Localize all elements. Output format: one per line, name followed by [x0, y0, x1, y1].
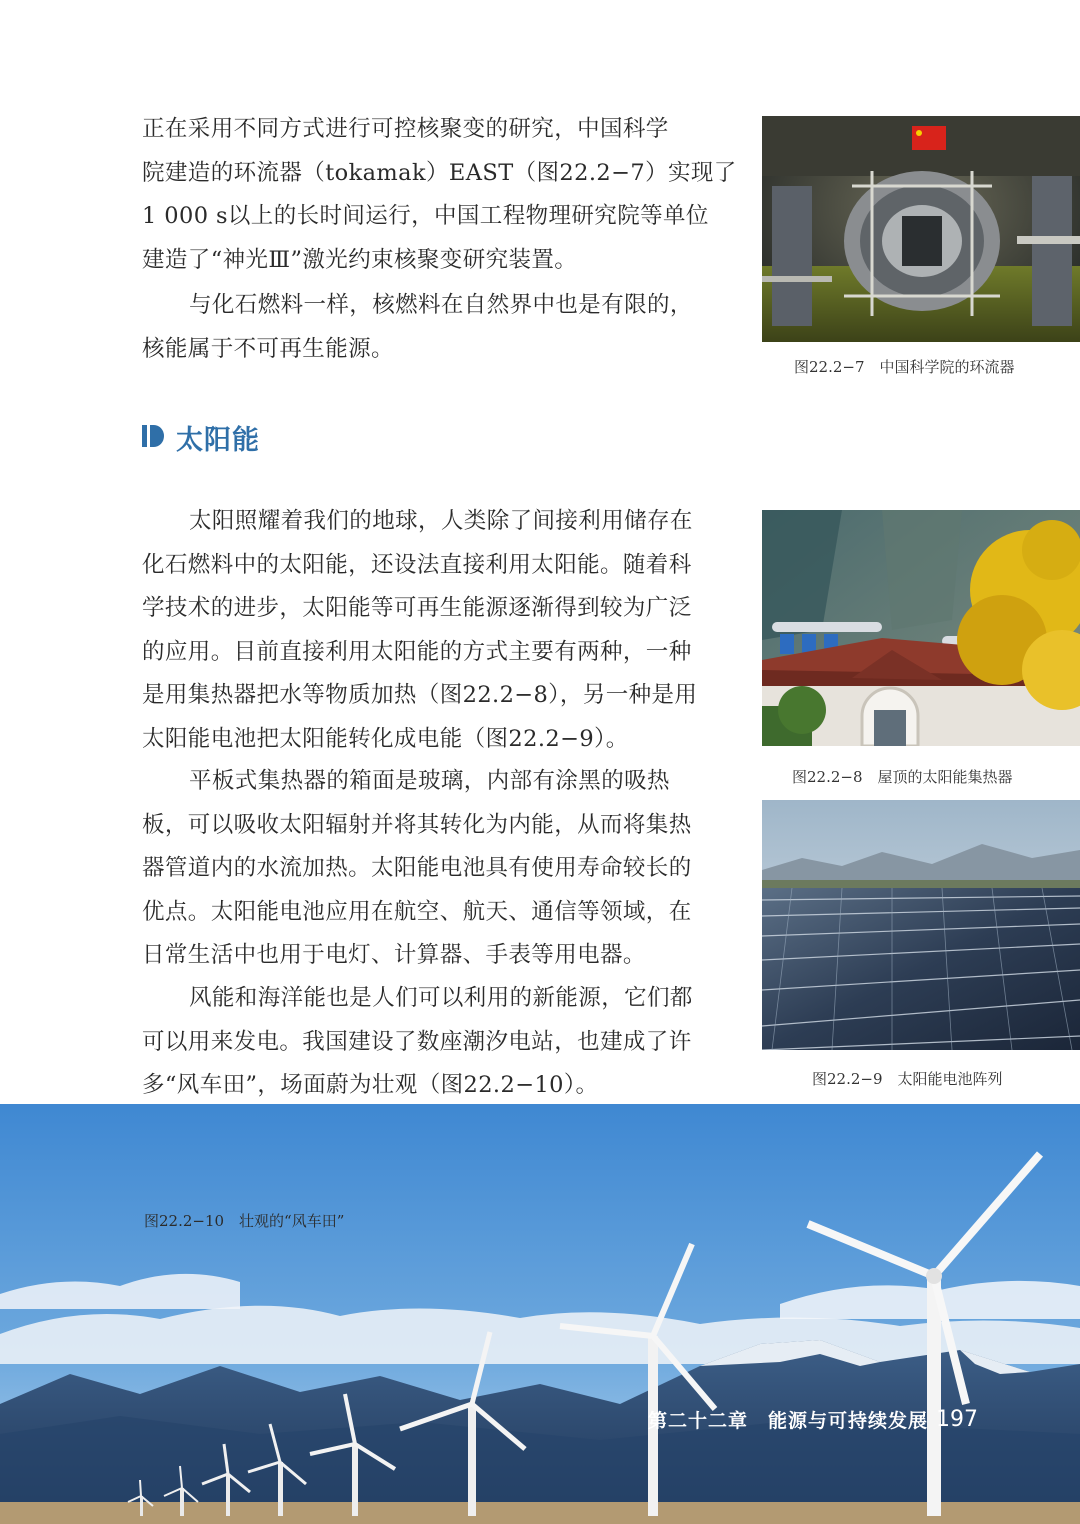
text-line: 太阳照耀着我们的地球，人类除了间接利用储存在	[189, 508, 693, 534]
text-line: 优点。太阳能电池应用在航空、航天、通信等领域，在	[142, 898, 692, 925]
text-line: 建造了“神光Ⅲ”激光约束核聚变研究装置。	[142, 246, 578, 273]
text-line: 多“风车田”，场面蔚为壮观（图22.2−10）。	[142, 1072, 599, 1098]
text-line: 化石燃料中的太阳能，还设法直接利用太阳能。随着科	[142, 551, 692, 578]
paragraph-nuclear-limited	[142, 284, 742, 371]
text-line: 板，可以吸收太阳辐射并将其转化为内能，从而将集热	[142, 811, 692, 838]
text-line: 风能和海洋能也是人们可以利用的新能源，它们都	[189, 985, 693, 1011]
rooftop-solar-collector-photo	[762, 510, 1080, 746]
solar-panel-array-photo	[762, 800, 1080, 1050]
page-footer	[648, 1406, 978, 1433]
text-line: 核能属于不可再生能源。	[142, 335, 394, 362]
tokamak-photo	[762, 116, 1080, 342]
text-line: 器管道内的水流加热。太阳能电池具有使用寿命较长的	[142, 855, 692, 881]
section-marker-icon	[142, 424, 164, 452]
paragraph-fusion-research	[142, 108, 742, 282]
text-line: 正在采用不同方式进行可控核聚变的研究，中国科学	[142, 116, 669, 142]
text-line: 学技术的进步，太阳能等可再生能源逐渐得到较为广泛	[142, 595, 692, 621]
page-number: 197	[936, 1407, 979, 1432]
chapter-title: 第二十二章 能源与可持续发展	[648, 1410, 929, 1432]
text-line: 是用集热器把水等物质加热（图22.2−8），另一种是用	[142, 682, 698, 708]
text-line: 太阳能电池把太阳能转化成电能（图22.2−9）。	[142, 725, 629, 752]
text-line: 院建造的环流器（tokamak）EAST（图22.2−7）实现了	[142, 159, 737, 186]
wind-farm-photo	[0, 1104, 1080, 1524]
text-line: 日常生活中也用于电灯、计算器、手表等用电器。	[142, 942, 646, 968]
paragraph-solar-use	[142, 500, 742, 761]
section-heading-solar	[142, 418, 260, 457]
text-line: 与化石燃料一样，核燃料在自然界中也是有限的，	[189, 292, 693, 318]
paragraph-solar-collector	[142, 760, 742, 978]
paragraph-wind-ocean	[142, 977, 742, 1108]
text-line: 可以用来发电。我国建设了数座潮汐电站，也建成了许	[142, 1028, 692, 1055]
figure-caption: 图22.2−7 中国科学院的环流器	[794, 358, 1015, 376]
section-title: 太阳能	[176, 425, 260, 456]
figure-caption: 图22.2−9 太阳能电池阵列	[812, 1070, 1003, 1088]
text-line: 平板式集热器的箱面是玻璃，内部有涂黑的吸热	[189, 768, 670, 794]
figure-caption: 图22.2−10 壮观的“风车田”	[144, 1212, 345, 1230]
text-line: 的应用。目前直接利用太阳能的方式主要有两种，一种	[142, 638, 692, 665]
figure-caption: 图22.2−8 屋顶的太阳能集热器	[792, 768, 1013, 786]
text-line: 1 000 s以上的长时间运行，中国工程物理研究院等单位	[142, 203, 709, 229]
